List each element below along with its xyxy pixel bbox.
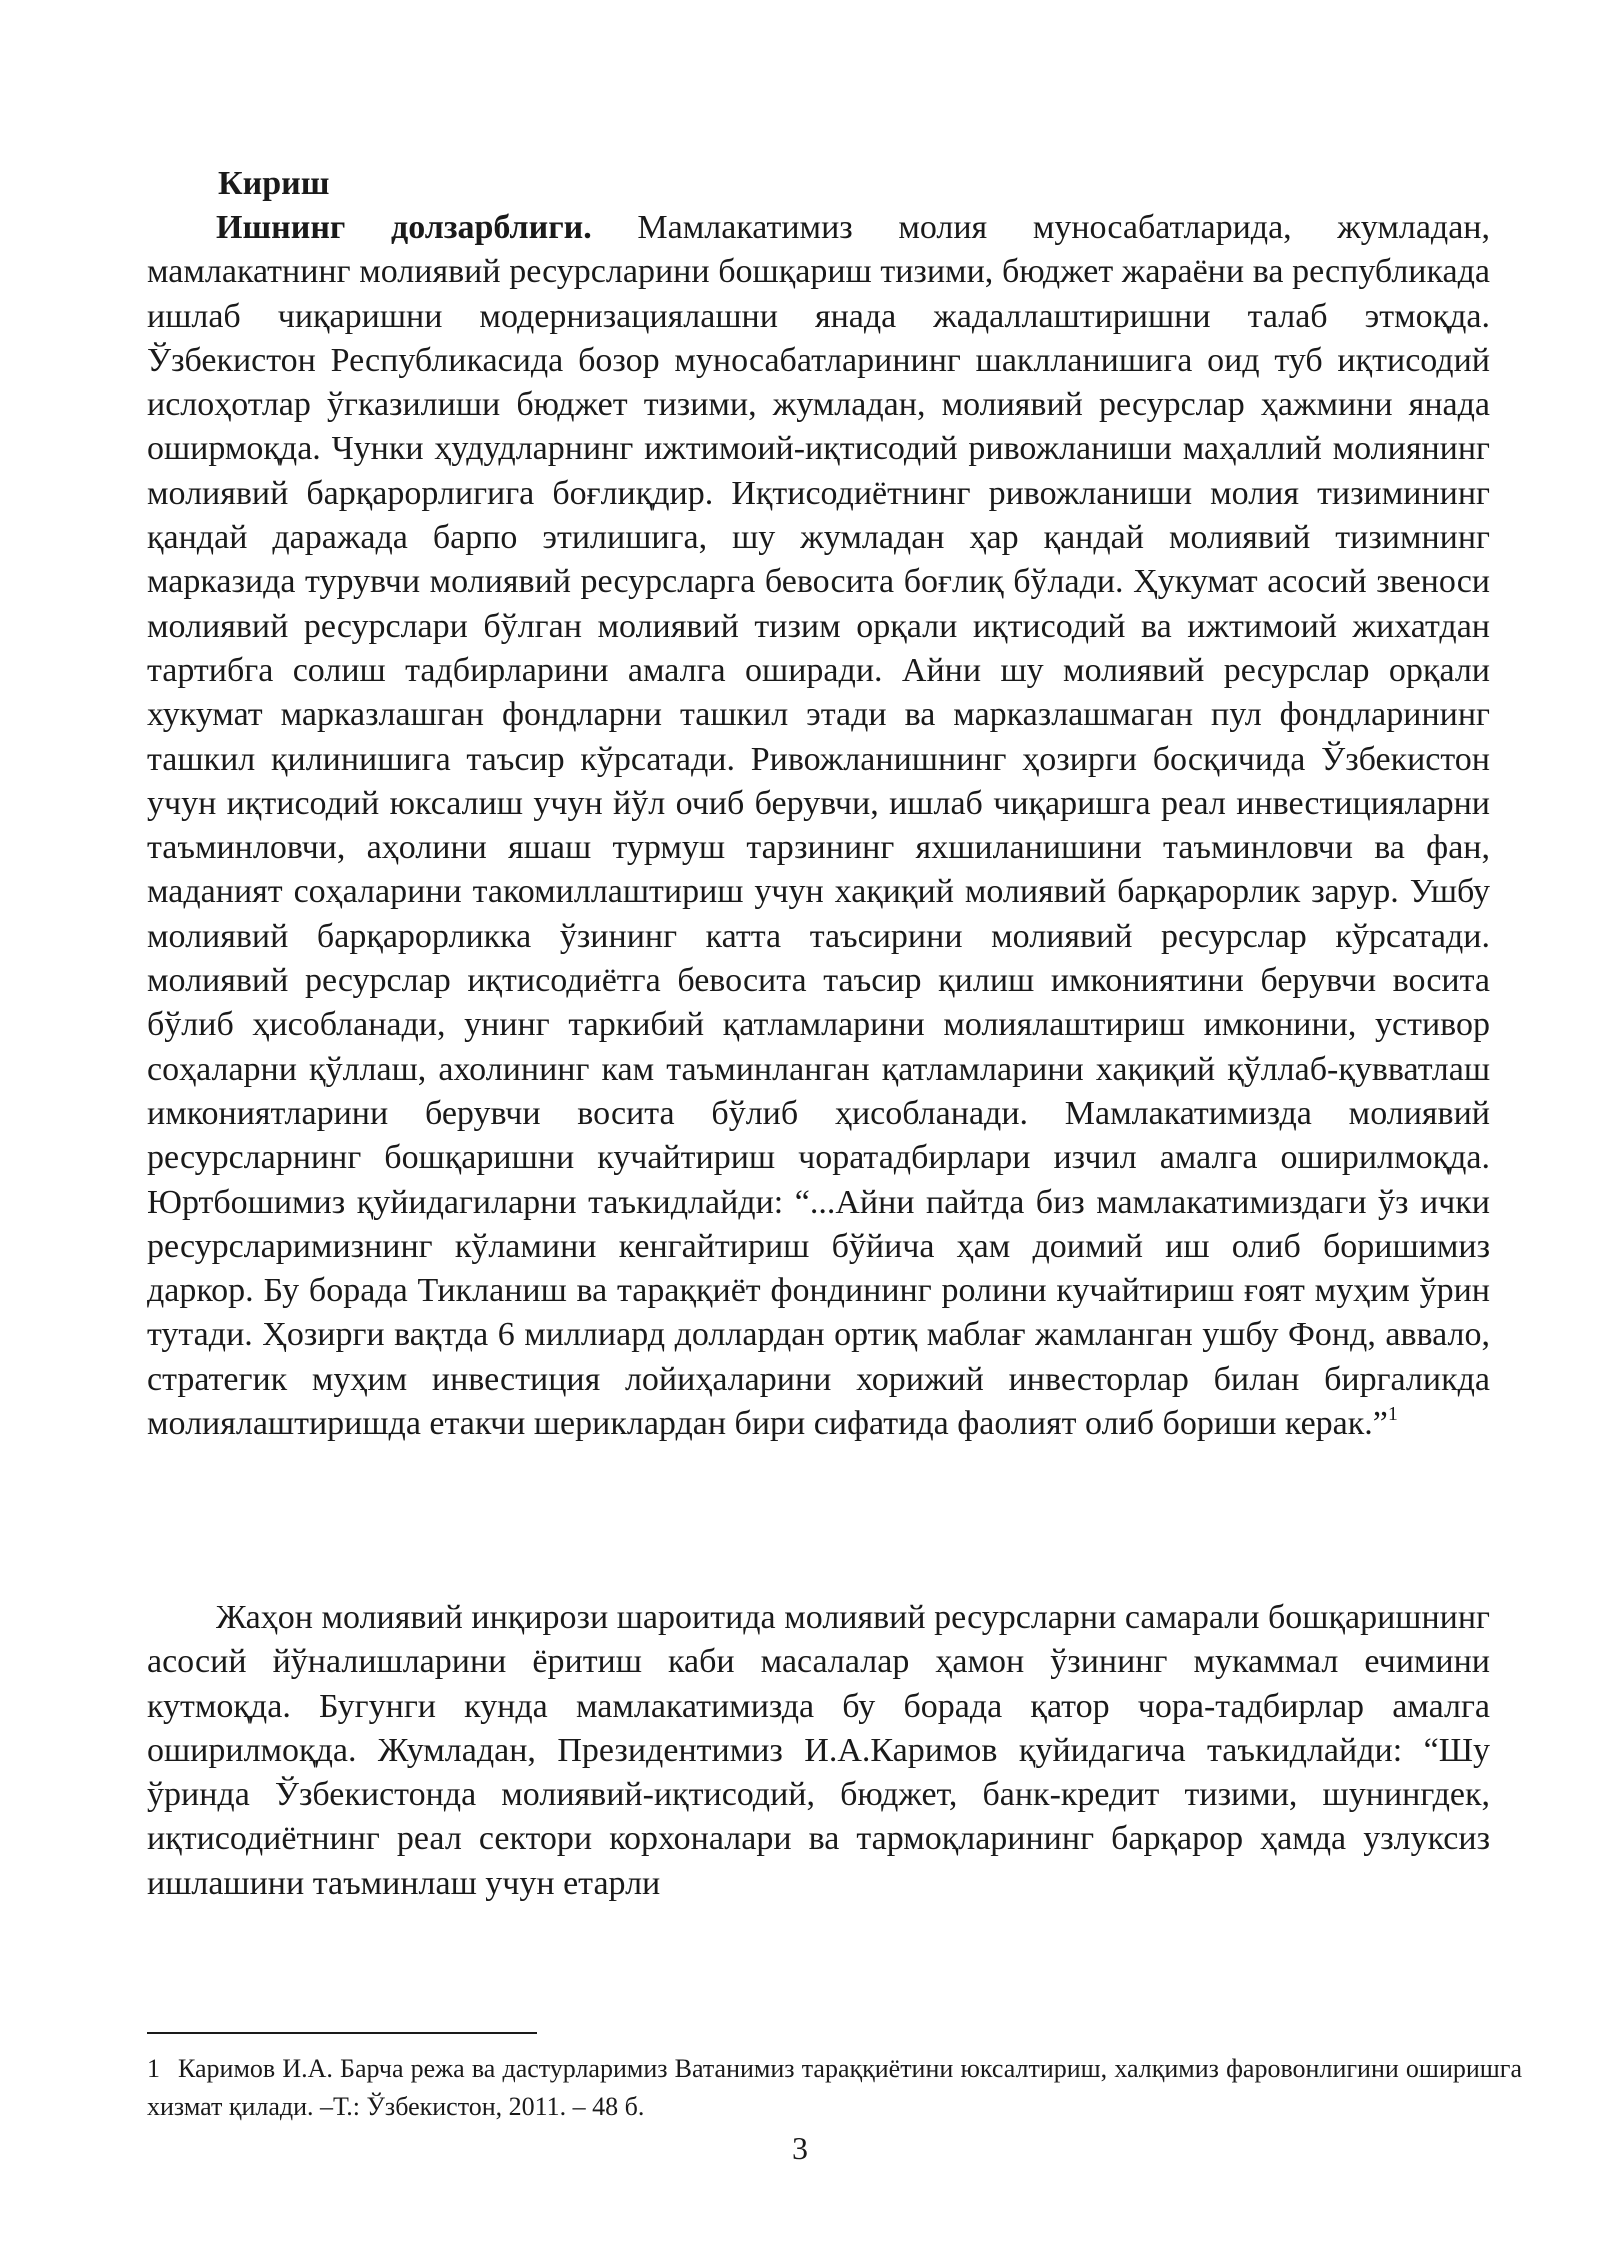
section-heading: Кириш bbox=[218, 165, 330, 202]
body-paragraph-1 bbox=[147, 206, 1490, 1446]
paragraph-body: Мамлакатимиз молия муносабатларида, жумладан, мамлакатнинг молиявий ресурсларини бошқариш тизими, бюджет жараёни ва республикада ишлаб чиқаришни модернизациялашни янада жадаллаштиришни талаб этмоқда. Ўзбекистон Республикасида бозор муносабатларининг шаклланишига оид туб иқтисодий ислоҳотлар ўгказилиши бюджет тизими, жумладан, молиявий ресурслар ҳажмини янада оширмоқда. Чунки ҳудудларнинг ижтимоий-иқтисодий ривожланиши маҳаллий молиянинг молиявий барқарорлигига боғлиқдир. Иқтисодиётнинг ривожланиши молия тизимининг қандай даражада барпо этилишига, шу жумладан ҳар қандай молиявий тизимнинг марказида турувчи молиявий ресурсларга бевосита боғлиқ бўлади. Ҳукумат асосий звеноси молиявий ресурслари бўлган молиявий тизим орқали иқтисодий ва ижтимоий жихатдан тартибга солиш тадбирларини амалга оширади. Айни шу молиявий ресурслар орқали хукумат марказлашган фондларни ташкил этади ва марказлашмаган пул фондларининг ташкил қилинишига таъсир кўрсатади. Ривожланишнинг ҳозирги босқичида Ўзбекистон учун иқтисодий юксалиш учун йўл очиб берувчи, ишлаб чиқаришга реал инвестицияларни таъминловчи, аҳолини яшаш турмуш тарзининг яхшиланишини таъминловчи ва фан, маданият соҳаларини такомиллаштириш учун хақиқий молиявий барқарорлик зарур. Ушбу молиявий барқарорликка ўзининг катта таъсирини молиявий ресурслар кўрсатади. молиявий ресурслар иқтисодиётга бевосита таъсир қилиш имкониятини берувчи восита бўлиб ҳисобланади, унинг таркибий қатламларини молиялаштириш имконини, устивор соҳаларни қўллаш, ахолининг кам таъминланган қатламларини хақиқий қўллаб-қувватлаш имкониятларини берувчи восита бўлиб ҳисобланади. Мамлакатимизда молиявий ресурсларнинг бошқаришни кучайтириш чоратадбирлари изчил амалга оширилмоқда. Юртбошимиз қуйидагиларни таъкидлайди: “...Айни пайтда биз мамлакатимиздаги ўз ички ресурсларимизнинг кўламини кенгайтириш бўйича ҳам доимий иш олиб боришимиз даркор. Бу борада Тикланиш ва тараққиёт фондининг ролини кучайтириш ғоят муҳим ўрин тутади. Ҳозирги вақтда 6 миллиард доллардан ортиқ маблағ жамланган ушбу Фонд, аввало, стратегик муҳим инвестиция лойиҳаларини хорижий инвесторлар билан биргаликда молиялаштиришда етакчи шериклардан бири сифатида фаолият олиб бориши керак.” bbox=[147, 209, 1490, 1443]
body-paragraph-2: Жаҳон молиявий инқирози шароитида молиявий ресурсларни самарали бошқаришнинг асосий йўналишларини ёритиш каби масалалар ҳамон ўзининг мукаммал ечимини кутмоқда. Бугунги кунда мамлакатимизда бу борада қатор чора-тадбирлар амалга оширилмоқда. Жумладан, Президентимиз И.А.Каримов қуйидагича таъкидлайди: “Шу ўринда Ўзбекистонда молиявий-иқтисодий, бюджет, банк-кредит тизими, шунингдек, иқтисодиётнинг реал сектори корхоналари ва тармоқларининг барқарор ҳамда узлуксиз ишлашини таъминлаш учун етарли bbox=[147, 1599, 1490, 1902]
page-number: 3 bbox=[792, 2130, 808, 2166]
footnote-number: 1 bbox=[147, 2054, 160, 2083]
paragraph-lead: Ишнинг долзарблиги. bbox=[216, 209, 592, 246]
footnote-divider bbox=[147, 2032, 537, 2034]
footnote-reference: 1 bbox=[1387, 1402, 1398, 1425]
footnote-text: Каримов И.А. Барча режа ва дастурларимиз Ватанимиз тараққиётини юксалтириш, халқимиз фаровонлигини оширишга хизмат қилади. –Т.: Ўзбекистон, 2011. – 48 б. bbox=[147, 2054, 1522, 2121]
footnote bbox=[147, 2050, 1522, 2126]
